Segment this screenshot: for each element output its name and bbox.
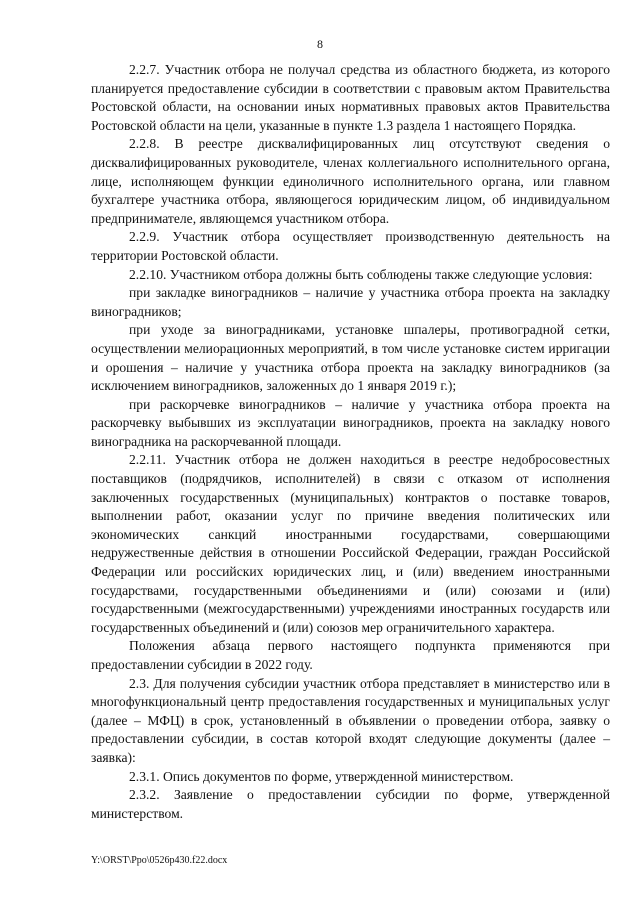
footer-file-path: Y:\ORST\Ppo\0526p430.f22.docx — [91, 855, 228, 866]
paragraph-2022-provision: Положения абзаца первого настоящего подпункта применяются при предоставлении субсидии в 2022 году. — [91, 638, 610, 672]
paragraph-planting-condition: при закладке виноградников – наличие у участника отбора проекта на закладку виноградников; — [91, 285, 610, 319]
paragraph-care-condition: при уходе за виноградниками, установке шпалеры, противоградной сетки, осуществлении мелиорационных мероприятий, в том числе установке систем ирригации и орошения – наличие у участника отбора проекта на закладку виноградников (за исключением виноградников, заложенных до 1 января 2019 г.); — [91, 322, 610, 394]
paragraph-2-2-11: 2.2.11. Участник отбора не должен находиться в реестре недобросовестных поставщиков (подрядчиков, исполнителей) в связи с отказом от исполнения заключенных государственных (муниципальных) контрактов о поставке товаров, выполнении работ, оказании услуг по причине введения политических или экономических санкций иностранными государствами, совершающими недружественные действия в отношении Российской Федерации, граждан Российской Федерации или российских юридических лиц, и (или) введением иностранными государствами, государственными объединениями и (или) союзами и (или) государственными (межгосударственными) учреждениями иностранных государств или государственных объединений и (или) союзов мер ограничительного характера. — [91, 452, 610, 635]
paragraph-2-2-7: 2.2.7. Участник отбора не получал средства из областного бюджета, из которого планируется предоставление субсидии в соответствии с правовым актом Правительства Ростовской области, на основании иных нормативных правовых актов Правительства Ростовской области на цели, указанные в пункте 1.3 раздела 1 настоящего Порядка. — [91, 62, 610, 133]
paragraph-2-3: 2.3. Для получения субсидии участник отбора представляет в министерство или в многофункциональный центр предоставления государственных и муниципальных услуг (далее – МФЦ) в срок, установленный в объявлении о проведении отбора, заявку о предоставлении субсидии, в состав которой входят следующие документы (далее – заявка): — [91, 675, 610, 765]
paragraph-2-2-10: 2.2.10. Участником отбора должны быть соблюдены также следующие условия: — [129, 266, 593, 282]
paragraph-2-2-8: 2.2.8. В реестре дисквалифицированных лиц отсутствуют сведения о дисквалифицированных руководителе, членах коллегиального исполнительного органа, лице, исполняющем функции единоличного исполнительного органа, или главном бухгалтере участника отбора, являющегося юридическим лицом, об индивидуальном предпринимателе, являющемся участником отбора. — [91, 136, 610, 226]
document-body — [91, 61, 610, 823]
paragraph-2-2-9: 2.2.9. Участник отбора осуществляет производственную деятельность на территории Ростовской области. — [91, 229, 610, 263]
paragraph-2-3-1: 2.3.1. Опись документов по форме, утвержденной министерством. — [129, 768, 514, 784]
paragraph-2-3-2: 2.3.2. Заявление о предоставлении субсидии по форме, утвержденной министерством. — [91, 787, 610, 821]
paragraph-uprooting-condition: при раскорчевке виноградников – наличие у участника отбора проекта на раскорчевку выбывших из эксплуатации виноградников, проекта на закладку нового виноградника на раскорчеванной площади. — [91, 396, 610, 449]
page-number: 8 — [317, 37, 323, 51]
